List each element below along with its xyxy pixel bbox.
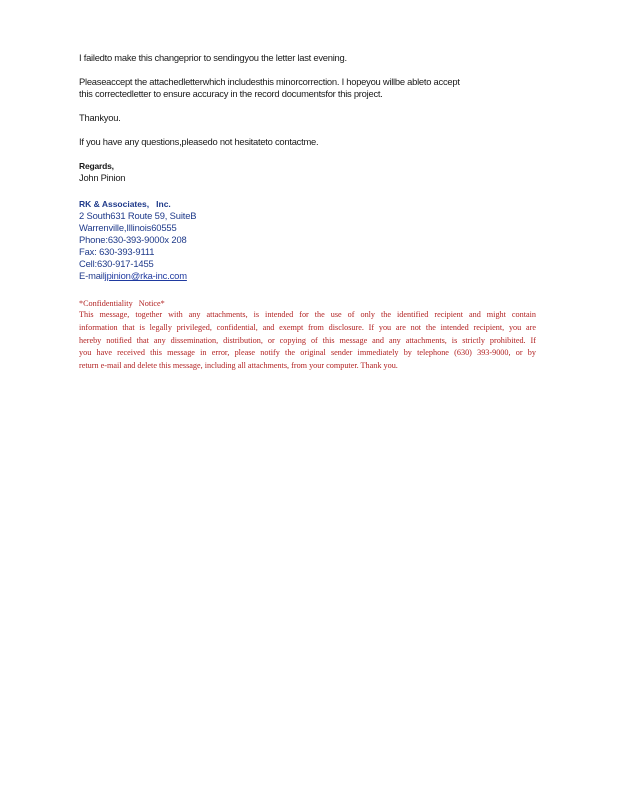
paragraph-line: Pleaseaccept the attachedletterwhich includesthis minorcorrection. I hopeyou willbe ableto accept xyxy=(79,76,460,87)
paragraph-questions xyxy=(79,136,539,148)
address-line-2: Warrenville,Illinois60555 xyxy=(79,222,177,233)
phone-number: Phone:630-393-9000x 208 xyxy=(79,234,187,245)
paragraph-line: Thankyou. xyxy=(79,112,121,123)
cell-number: Cell:630-917-1455 xyxy=(79,258,154,269)
company-name: RK & Associates, Inc. xyxy=(79,199,171,209)
paragraph-thanks xyxy=(79,112,539,124)
closing-regards: Regards, xyxy=(79,161,114,171)
sender-name: John Pinion xyxy=(79,172,126,183)
confidentiality-notice xyxy=(79,298,539,373)
paragraph-change-note xyxy=(79,52,539,64)
email-line xyxy=(79,270,539,282)
notice-body xyxy=(79,309,536,373)
email-label: E-mail xyxy=(79,270,105,281)
email-body xyxy=(79,52,539,148)
notice-line: you have received this message in error, please notify the original sender immediately by telephone (630) 393-9000, or by xyxy=(79,348,536,358)
email-signature xyxy=(79,198,539,282)
address-line-1: 2 South631 Route 59, SuiteB xyxy=(79,210,197,221)
paragraph-line: I failedto make this changeprior to sendingyou the letter last evening. xyxy=(79,52,347,63)
fax-number: Fax: 630-393-9111 xyxy=(79,246,155,257)
notice-line: This message, together with any attachments, is intended for the use of only the identified recipient and might contain xyxy=(79,310,536,319)
paragraph-line: this correctedletter to ensure accuracy in the record documentsfor this project. xyxy=(79,88,383,99)
notice-line: return e-mail and delete this message, including all attachments, from your computer. Thank you. xyxy=(79,361,398,371)
email-document xyxy=(79,52,539,373)
paragraph-line: If you have any questions,pleasedo not hesitateto contactme. xyxy=(79,136,319,147)
notice-line: information that is legally privileged, confidential, and exempt from disclosure. If you are not the intended recipient, you are xyxy=(79,322,536,332)
paragraph-attachment-request xyxy=(79,76,539,100)
notice-title: *Confidentiality Notice* xyxy=(79,299,165,308)
notice-line: hereby notified that any dissemination, distribution, or copying of this message and any attachments, is strictly prohibited. If xyxy=(79,335,536,345)
email-link[interactable]: jpinion@rka-inc.com xyxy=(104,270,187,281)
